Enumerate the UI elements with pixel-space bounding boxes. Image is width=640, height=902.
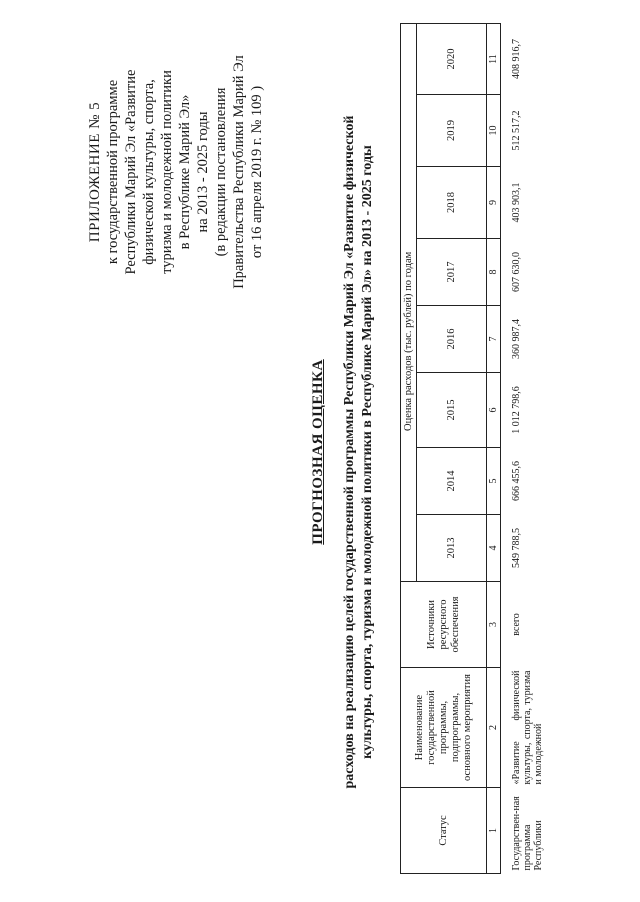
header-year: 2016 — [417, 306, 487, 373]
row-value: 408 916,7 — [511, 39, 522, 79]
header-name: Наименование государственной программы, подпрограммы, основного мероприятия — [401, 668, 487, 788]
appendix-line: физической культуры, спорта, — [141, 79, 157, 265]
appendix-line: в Республике Марий Эл» — [177, 94, 193, 250]
column-index-row — [487, 24, 501, 874]
header-year: 2017 — [417, 239, 487, 306]
column-index: 3 — [487, 582, 501, 668]
column-index: 6 — [487, 373, 501, 448]
column-index: 8 — [487, 239, 501, 306]
appendix-block — [86, 22, 266, 322]
subtitle-line: культуры, спорта, туризма и молодежной политики в Республике Марий Эл» на 2013 - 2025 годы — [360, 145, 375, 759]
header-source: Источники ресурсного обеспечения — [401, 582, 487, 668]
row-source: всего — [511, 613, 522, 636]
appendix-line: от 16 апреля 2019 г. № 109 ) — [249, 85, 265, 259]
document-title: ПРОГНОЗНАЯ ОЦЕНКА — [310, 359, 326, 545]
header-year: 2018 — [417, 167, 487, 239]
column-index: 11 — [487, 24, 501, 95]
row-value: 666 455,6 — [511, 461, 522, 501]
row-value: 360 987,4 — [511, 319, 522, 359]
header-status: Статус — [401, 788, 487, 874]
row-value: 549 788,5 — [511, 528, 522, 568]
document-subtitle — [341, 22, 377, 882]
row-value: 512 517,2 — [511, 110, 522, 151]
appendix-line: Республики Марий Эл «Развитие — [123, 69, 139, 275]
header-year: 2020 — [417, 24, 487, 95]
document-heading — [310, 22, 377, 882]
row-value: 1 012 798,6 — [511, 386, 522, 434]
row-name: «Развитие физической культуры, спорта, туризма и молодежной — [511, 670, 544, 785]
table-row — [501, 24, 547, 874]
row-value: 607 630,0 — [511, 252, 522, 292]
appendix-line: на 2013 - 2025 годы — [195, 111, 211, 233]
column-index: 1 — [487, 788, 501, 874]
appendix-line: (в редакции постановления — [213, 87, 229, 257]
appendix-line: туризма и молодежной политики — [159, 70, 175, 274]
column-index: 5 — [487, 448, 501, 515]
header-estimate: Оценка расходов (тыс. рублей) по годам — [401, 24, 417, 582]
appendix-line: к государственной программе — [105, 79, 121, 265]
row-value: 403 903,1 — [511, 182, 522, 223]
header-year: 2015 — [417, 373, 487, 448]
header-year: 2014 — [417, 448, 487, 515]
column-index: 10 — [487, 95, 501, 167]
column-index: 2 — [487, 668, 501, 788]
column-index: 7 — [487, 306, 501, 373]
column-index: 4 — [487, 515, 501, 582]
appendix-line: Правительства Республики Марий Эл — [231, 55, 247, 289]
header-year: 2019 — [417, 95, 487, 167]
column-index: 9 — [487, 167, 501, 239]
appendix-title: ПРИЛОЖЕНИЕ № 5 — [87, 101, 103, 243]
expenditure-table — [400, 23, 546, 874]
header-year: 2013 — [417, 515, 487, 582]
row-status: Государствен-ная программа Республики — [511, 796, 544, 871]
subtitle-line: расходов на реализацию целей государственной программы Республики Марий Эл «Развитие физической — [342, 115, 357, 789]
